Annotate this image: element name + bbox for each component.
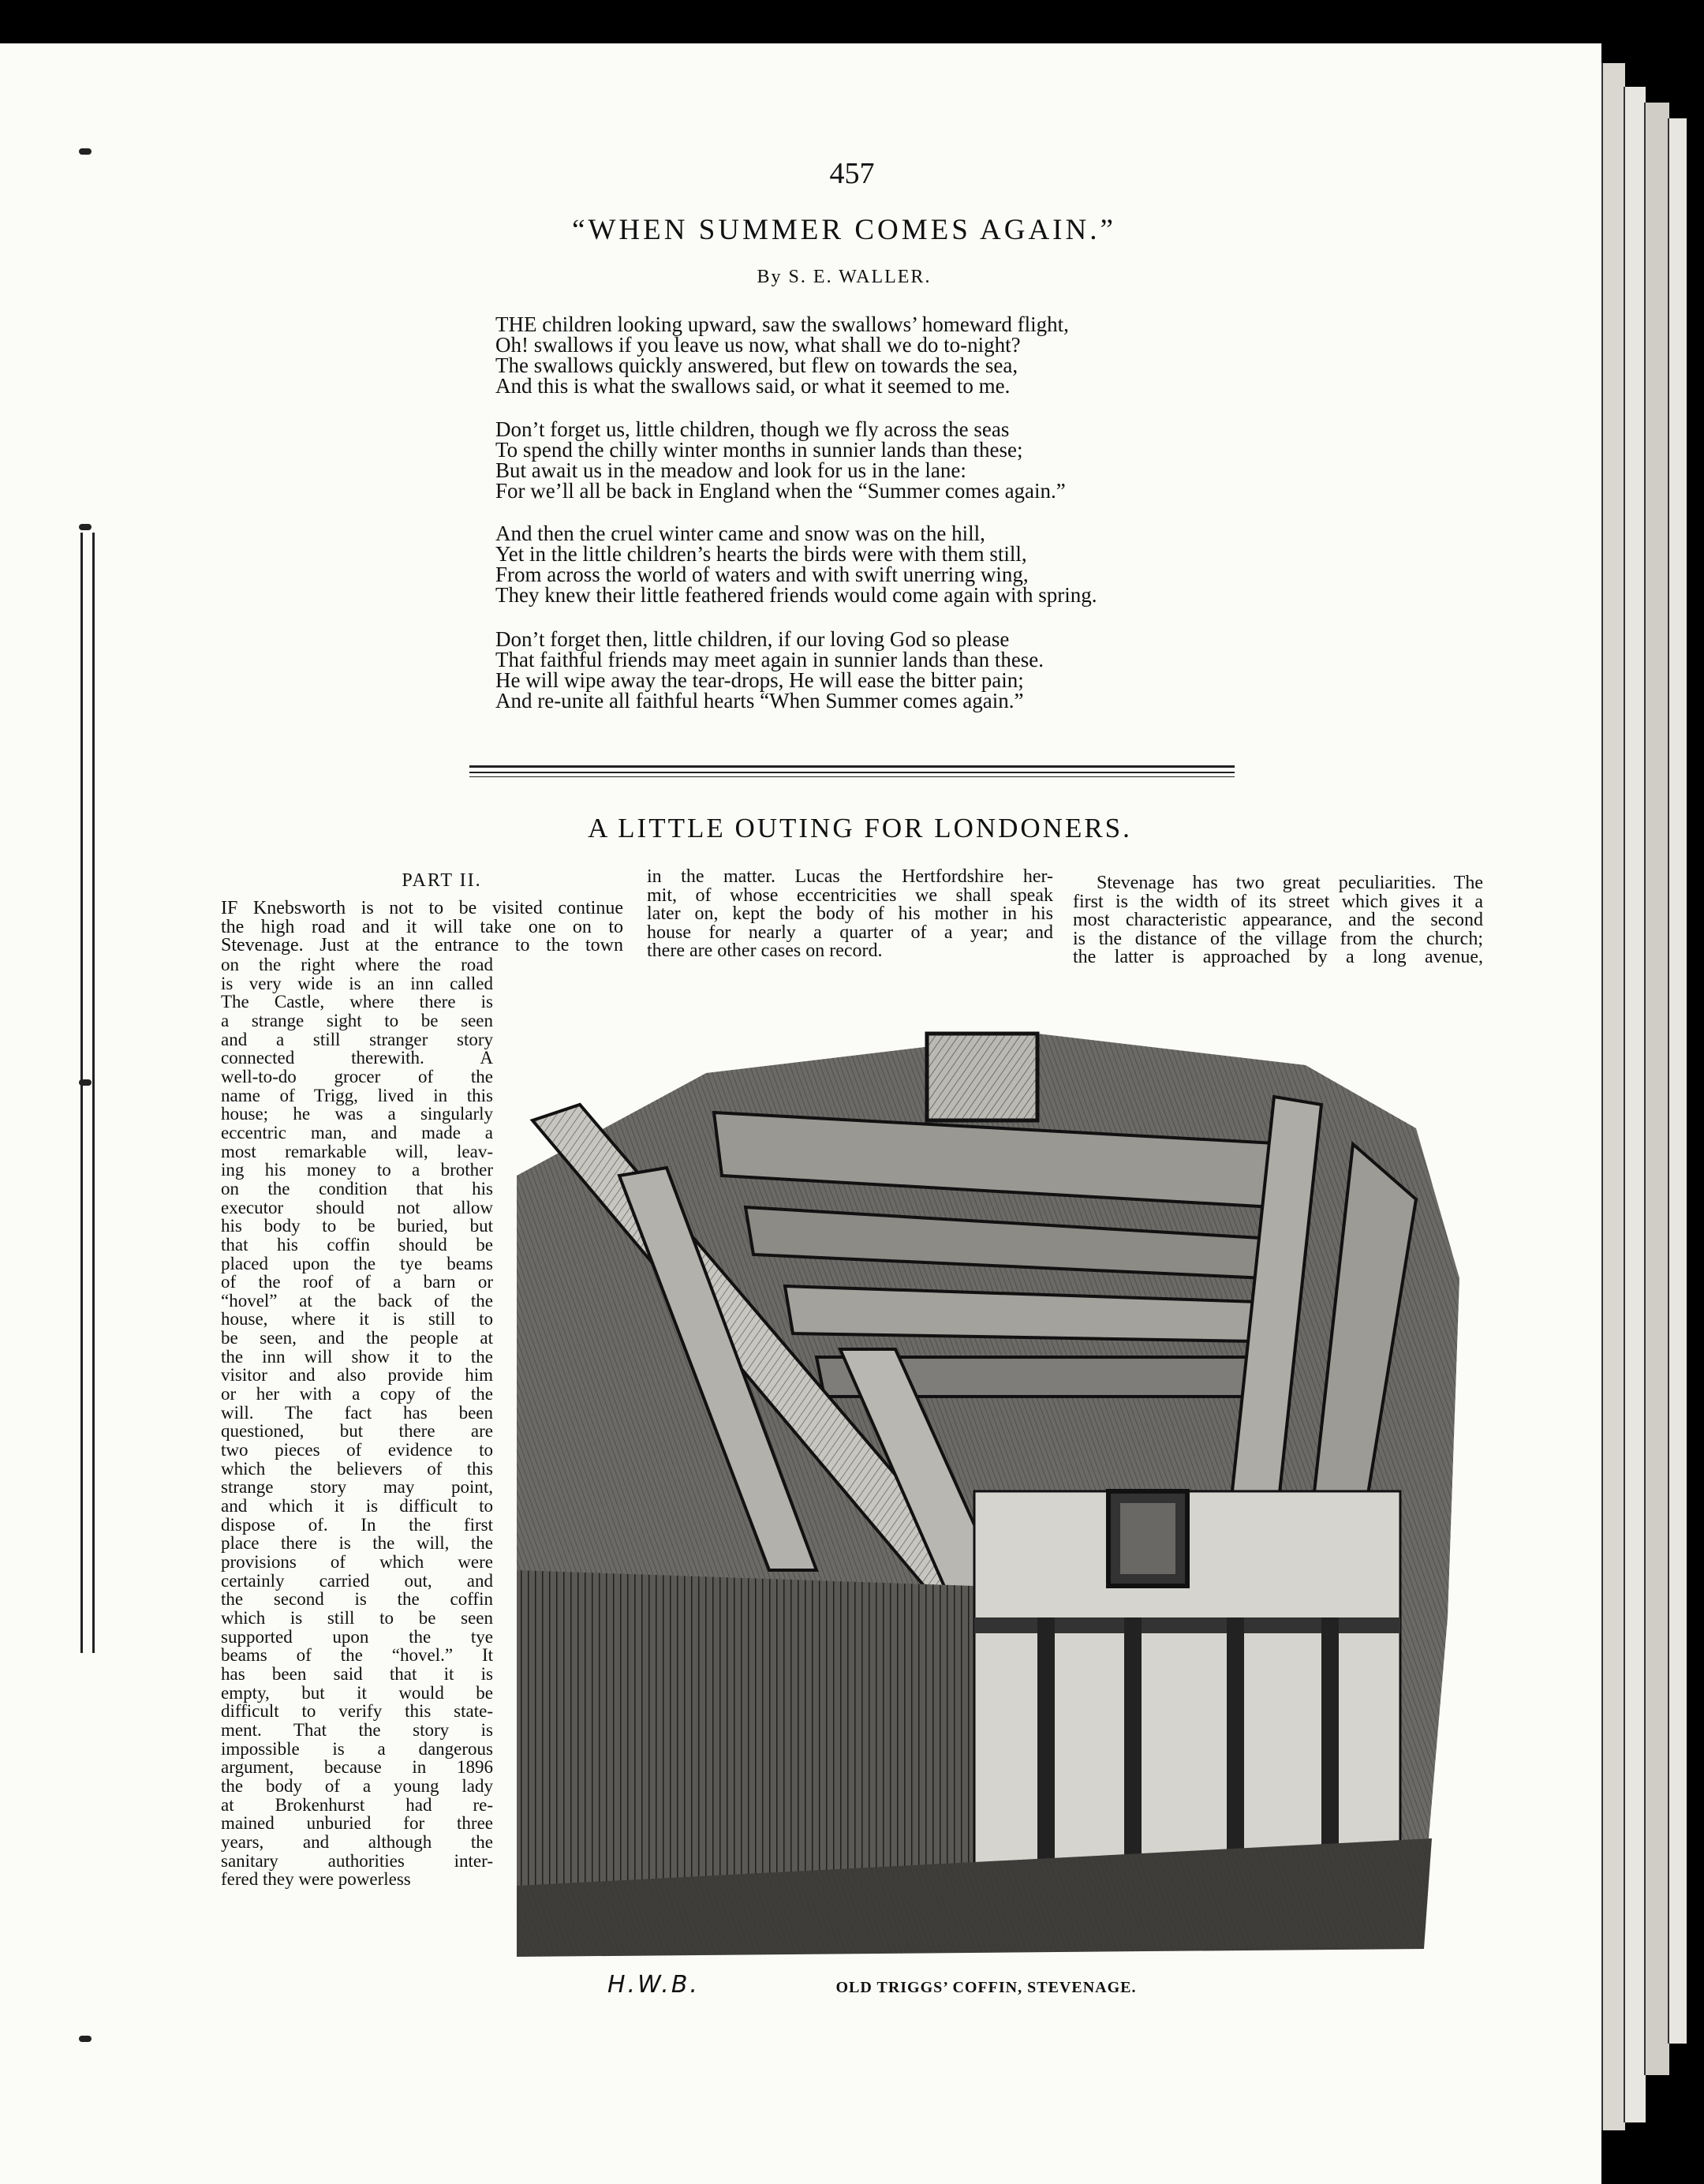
text-line: executor should not allow [221, 1197, 493, 1217]
text-line: strange story may point, [221, 1477, 493, 1498]
text-line: will. The fact has been [221, 1402, 493, 1423]
text-line: provisions of which were [221, 1552, 493, 1572]
text-line: is very wide is an inn called [221, 973, 493, 993]
poem-line: THE children looking upward, saw the swallows’ homeward flight, [495, 312, 1069, 336]
text-line: in the matter. Lucas the Hertfordshire her- [647, 866, 1053, 887]
text-line: most characteristic appearance, and the second [1073, 910, 1483, 931]
text-line: which is still to be seen [221, 1607, 493, 1628]
text-line: difficult to verify this state- [221, 1701, 493, 1722]
barn-illustration [485, 1018, 1463, 1965]
page-edge [1601, 63, 1625, 2130]
article-column-3 [1073, 874, 1483, 967]
text-line: there are other cases on record. [647, 941, 883, 962]
text-line: Stevenage has two great peculiarities. The [1097, 873, 1483, 893]
text-line: be seen, and the people at [221, 1328, 493, 1348]
binding-cord [80, 533, 95, 1653]
poem-byline: By S. E. WALLER. [757, 267, 932, 287]
page-edge [1624, 87, 1646, 2122]
text-line: fered they were powerless [221, 1869, 411, 1890]
text-line: house; he was a singularly [221, 1104, 493, 1124]
poem-line: From across the world of waters and with swift unerring wing, [495, 563, 1029, 586]
poem-line: They knew their little feathered friends would come again with spring. [495, 583, 1097, 607]
article-column-2 [647, 868, 1053, 961]
text-line: is the distance of the village from the church; [1073, 928, 1483, 949]
text-line: has been said that it is [221, 1663, 493, 1684]
poem-stanza [495, 629, 1253, 711]
text-line: at Brokenhurst had re- [221, 1794, 493, 1815]
illustration-caption: OLD TRIGGS’ COFFIN, STEVENAGE. [835, 1979, 1137, 1996]
poem-stanza [495, 314, 1253, 396]
section-divider [469, 772, 1235, 773]
text-line: that his coffin should be [221, 1234, 493, 1255]
text-line: or her with a copy of the [221, 1384, 493, 1404]
text-line: the high road and it will take one on to [221, 916, 623, 937]
poem-line: For we’ll all be back in England when the “Summer comes again.” [495, 479, 1066, 503]
text-line: of the roof of a barn or [221, 1272, 493, 1292]
text-line: ing his money to a brother [221, 1160, 493, 1180]
text-line: mained unburied for three [221, 1813, 493, 1834]
poem-stanza [495, 419, 1253, 501]
text-line: years, and although the [221, 1831, 493, 1852]
text-line: and which it is difficult to [221, 1496, 493, 1516]
text-line: first is the width of its street which gives it a [1073, 891, 1483, 912]
page-number: 457 [829, 157, 875, 190]
section-divider [469, 765, 1235, 768]
text-line: the latter is approached by a long avenue, [1073, 947, 1483, 968]
poem-line: Don’t forget us, little children, though we fly across the seas [495, 417, 1010, 441]
text-line: name of Trigg, lived in this [221, 1085, 493, 1105]
section-divider [469, 776, 1235, 777]
poem-line: And this is what the swallows said, or what it seemed to me. [495, 374, 1011, 398]
text-line: eccentric man, and made a [221, 1122, 493, 1142]
text-line: supported upon the tye [221, 1626, 493, 1647]
binding-pin [79, 524, 92, 530]
poem-line: He will wipe away the tear-drops, He will ease the bitter pain; [495, 668, 1024, 692]
poem-line: Yet in the little children’s hearts the birds were with them still, [495, 542, 1027, 566]
article-column-1-top [221, 899, 623, 956]
text-line: two pieces of evidence to [221, 1440, 493, 1460]
text-line: questioned, but there are [221, 1421, 493, 1442]
text-line: place there is the will, the [221, 1533, 493, 1554]
poem-line: The swallows quickly answered, but flew on towards the sea, [495, 353, 1018, 377]
text-line: house, where it is still to [221, 1309, 493, 1329]
text-line: and a still stranger story [221, 1029, 493, 1049]
page-edge [1644, 103, 1669, 2075]
text-line: the body of a young lady [221, 1775, 493, 1796]
text-line: connected therewith. A [221, 1048, 493, 1068]
text-line: well-to-do grocer of the [221, 1066, 493, 1086]
poem-line: And then the cruel winter came and snow was on the hill, [495, 522, 985, 545]
text-line: most remarkable will, leav- [221, 1141, 493, 1161]
text-line: the second is the coffin [221, 1589, 493, 1610]
text-line: placed upon the tye beams [221, 1253, 493, 1273]
text-line: which the believers of this [221, 1458, 493, 1479]
text-line: impossible is a dangerous [221, 1738, 493, 1759]
poem-line: That faithful friends may meet again in sunnier lands than these. [495, 648, 1044, 671]
text-line: The Castle, where there is [221, 992, 493, 1012]
text-line: later on, kept the body of his mother in his [647, 903, 1053, 925]
text-line: “hovel” at the back of the [221, 1290, 493, 1311]
poem-line: To spend the chilly winter months in sunnier lands than these; [495, 438, 1023, 462]
poem-title: “WHEN SUMMER COMES AGAIN.” [572, 214, 1116, 246]
text-line: argument, because in 1896 [221, 1757, 493, 1778]
illustrator-initials: H.W.B. [607, 1971, 700, 1999]
text-line: on the right where the road [221, 955, 493, 974]
text-line: the inn will show it to the [221, 1346, 493, 1367]
text-line: Stevenage. Just at the entrance to the town [221, 935, 623, 956]
binding-pin [79, 148, 92, 155]
text-line: a strange sight to be seen [221, 1010, 493, 1030]
article-column-1 [221, 956, 493, 1889]
poem-stanza [495, 523, 1253, 605]
text-line: sanitary authorities inter- [221, 1850, 493, 1871]
text-line: IF Knebsworth is not to be visited continue [221, 898, 623, 918]
binding-pin [79, 1079, 92, 1086]
text-line: certainly carried out, and [221, 1570, 493, 1591]
article-part: PART II. [402, 870, 482, 891]
text-line: on the condition that his [221, 1178, 493, 1199]
article-title: A LITTLE OUTING FOR LONDONERS. [588, 813, 1132, 843]
page-edge [1668, 118, 1687, 2044]
text-line: house for nearly a quarter of a year; and [647, 922, 1053, 943]
text-line: empty, but it would be [221, 1682, 493, 1703]
poem-line: Oh! swallows if you leave us now, what shall we do to-night? [495, 333, 1021, 357]
text-line: dispose of. In the first [221, 1514, 493, 1535]
text-line: his body to be buried, but [221, 1216, 493, 1236]
text-line: mit, of whose eccentricities we shall speak [647, 884, 1053, 906]
poem-line: And re-unite all faithful hearts “When Summer comes again.” [495, 689, 1024, 712]
poem-line: Don’t forget then, little children, if our loving God so please [495, 627, 1010, 651]
text-line: visitor and also provide him [221, 1365, 493, 1386]
binding-pin [79, 2036, 92, 2042]
text-line: beams of the “hovel.” It [221, 1645, 493, 1666]
poem-line: But await us in the meadow and look for us in the lane: [495, 458, 966, 482]
text-line: ment. That the story is [221, 1719, 493, 1740]
